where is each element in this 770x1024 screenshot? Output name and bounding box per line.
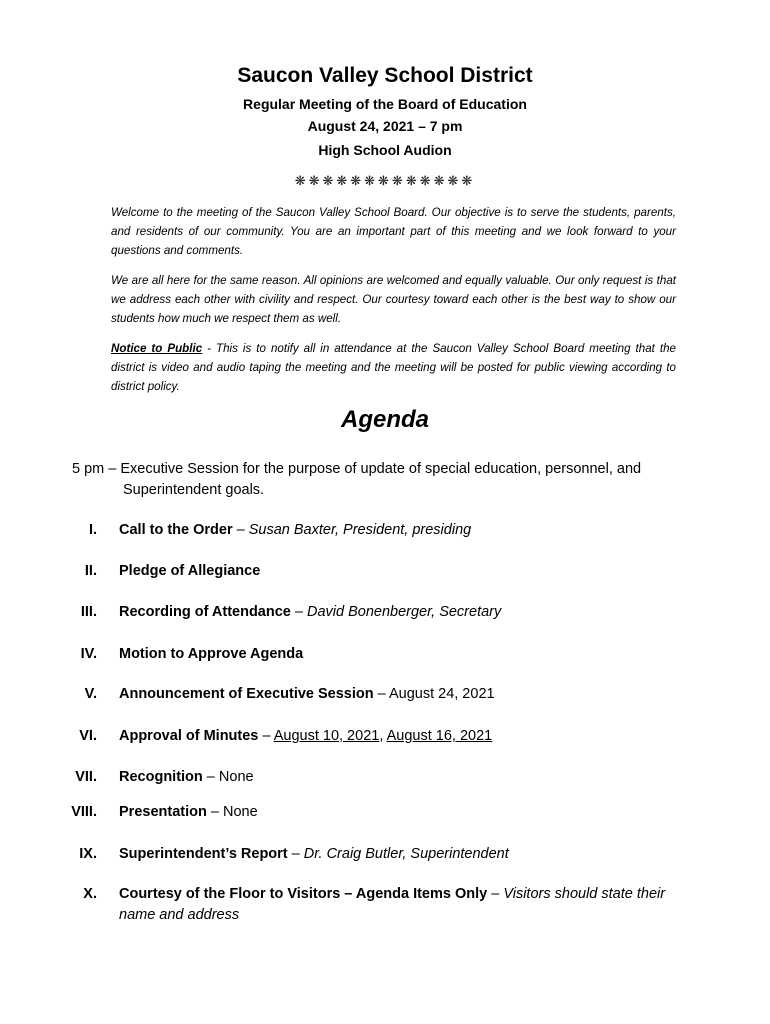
executive-session-line1: 5 pm – Executive Session for the purpose of update of special education, personnel, and — [72, 461, 642, 477]
item-number: VI. — [79, 728, 97, 744]
item-separator: – — [258, 728, 274, 744]
item-number: I. — [88, 522, 97, 538]
item-label: Recognition — [119, 769, 203, 785]
executive-session-line2: Superintendent goals. — [123, 482, 265, 498]
executive-session — [72, 459, 692, 501]
district-title: Saucon Valley School District — [237, 64, 533, 87]
item-number: X. — [83, 886, 97, 902]
item-label: Announcement of Executive Session — [119, 686, 374, 702]
item-number: IX. — [79, 846, 97, 862]
meeting-date: August 24, 2021 – 7 pm — [307, 118, 463, 134]
item-number: III. — [80, 604, 97, 620]
item-detail: None — [218, 769, 254, 785]
meeting-subtitle: Regular Meeting of the Board of Education — [243, 96, 527, 112]
item-label: Call to the Order — [119, 522, 233, 538]
minutes-link-aug-16[interactable]: August 16, 2021 — [386, 728, 493, 744]
item-number: V. — [84, 686, 97, 702]
item-separator: – — [202, 769, 219, 785]
minutes-link-aug-10[interactable]: August 10, 2021 — [273, 728, 380, 744]
item-label: Recording of Attendance — [119, 604, 291, 620]
item-number: IV. — [80, 646, 97, 662]
item-detail: Susan Baxter, President, presiding — [248, 522, 472, 538]
item-separator: – — [206, 804, 223, 820]
item-separator: – — [232, 522, 249, 538]
welcome-paragraph: Welcome to the meeting of the Saucon Valley School Board. Our objective is to serve the students, parents, and residents of our community. You are an important part of this meeting and we look forward to your questions and comments. — [111, 206, 676, 257]
item-separator: – — [373, 686, 389, 702]
notice-text: - This is to notify all in attendance at the Saucon Valley School Board meeting that the district is video and audio taping the meeting and the meeting will be posted for public viewing according to district policy. — [111, 342, 676, 393]
item-number: II. — [84, 563, 97, 579]
agenda-heading: Agenda — [340, 406, 429, 433]
item-separator: – — [290, 604, 307, 620]
item-detail: Dr. Craig Butler, Superintendent — [303, 846, 509, 862]
item-label: Courtesy of the Floor to Visitors – Agenda Items Only — [119, 886, 488, 902]
meeting-location: High School Audion — [318, 142, 452, 158]
item-detail: August 24, 2021 — [388, 686, 495, 702]
ornament-divider: ❋❋❋❋❋❋❋❋❋❋❋❋❋ — [294, 173, 476, 188]
item-detail: David Bonenberger, Secretary — [307, 604, 502, 620]
item-number: VII. — [75, 769, 97, 785]
item-detail: Visitors should state their name and address — [119, 886, 666, 923]
item-separator: – — [487, 886, 504, 902]
item-separator: – — [287, 846, 304, 862]
item-comma: , — [379, 728, 387, 744]
item-label: Superintendent’s Report — [119, 846, 288, 862]
notice-label: Notice to Public — [111, 342, 203, 355]
item-label: Pledge of Allegiance — [119, 563, 261, 579]
item-label: Motion to Approve Agenda — [119, 646, 304, 662]
item-label: Approval of Minutes — [119, 728, 259, 744]
item-detail: None — [222, 804, 258, 820]
notice-paragraph — [111, 339, 676, 396]
item-number: VIII. — [71, 804, 97, 820]
item-label: Presentation — [119, 804, 207, 820]
civility-paragraph: We are all here for the same reason. All opinions are welcomed and equally valuable. Our only request is that we address each other with civility and respect. Our courtesy toward each other is the best way to show our students how much we respect them as well. — [111, 274, 676, 325]
